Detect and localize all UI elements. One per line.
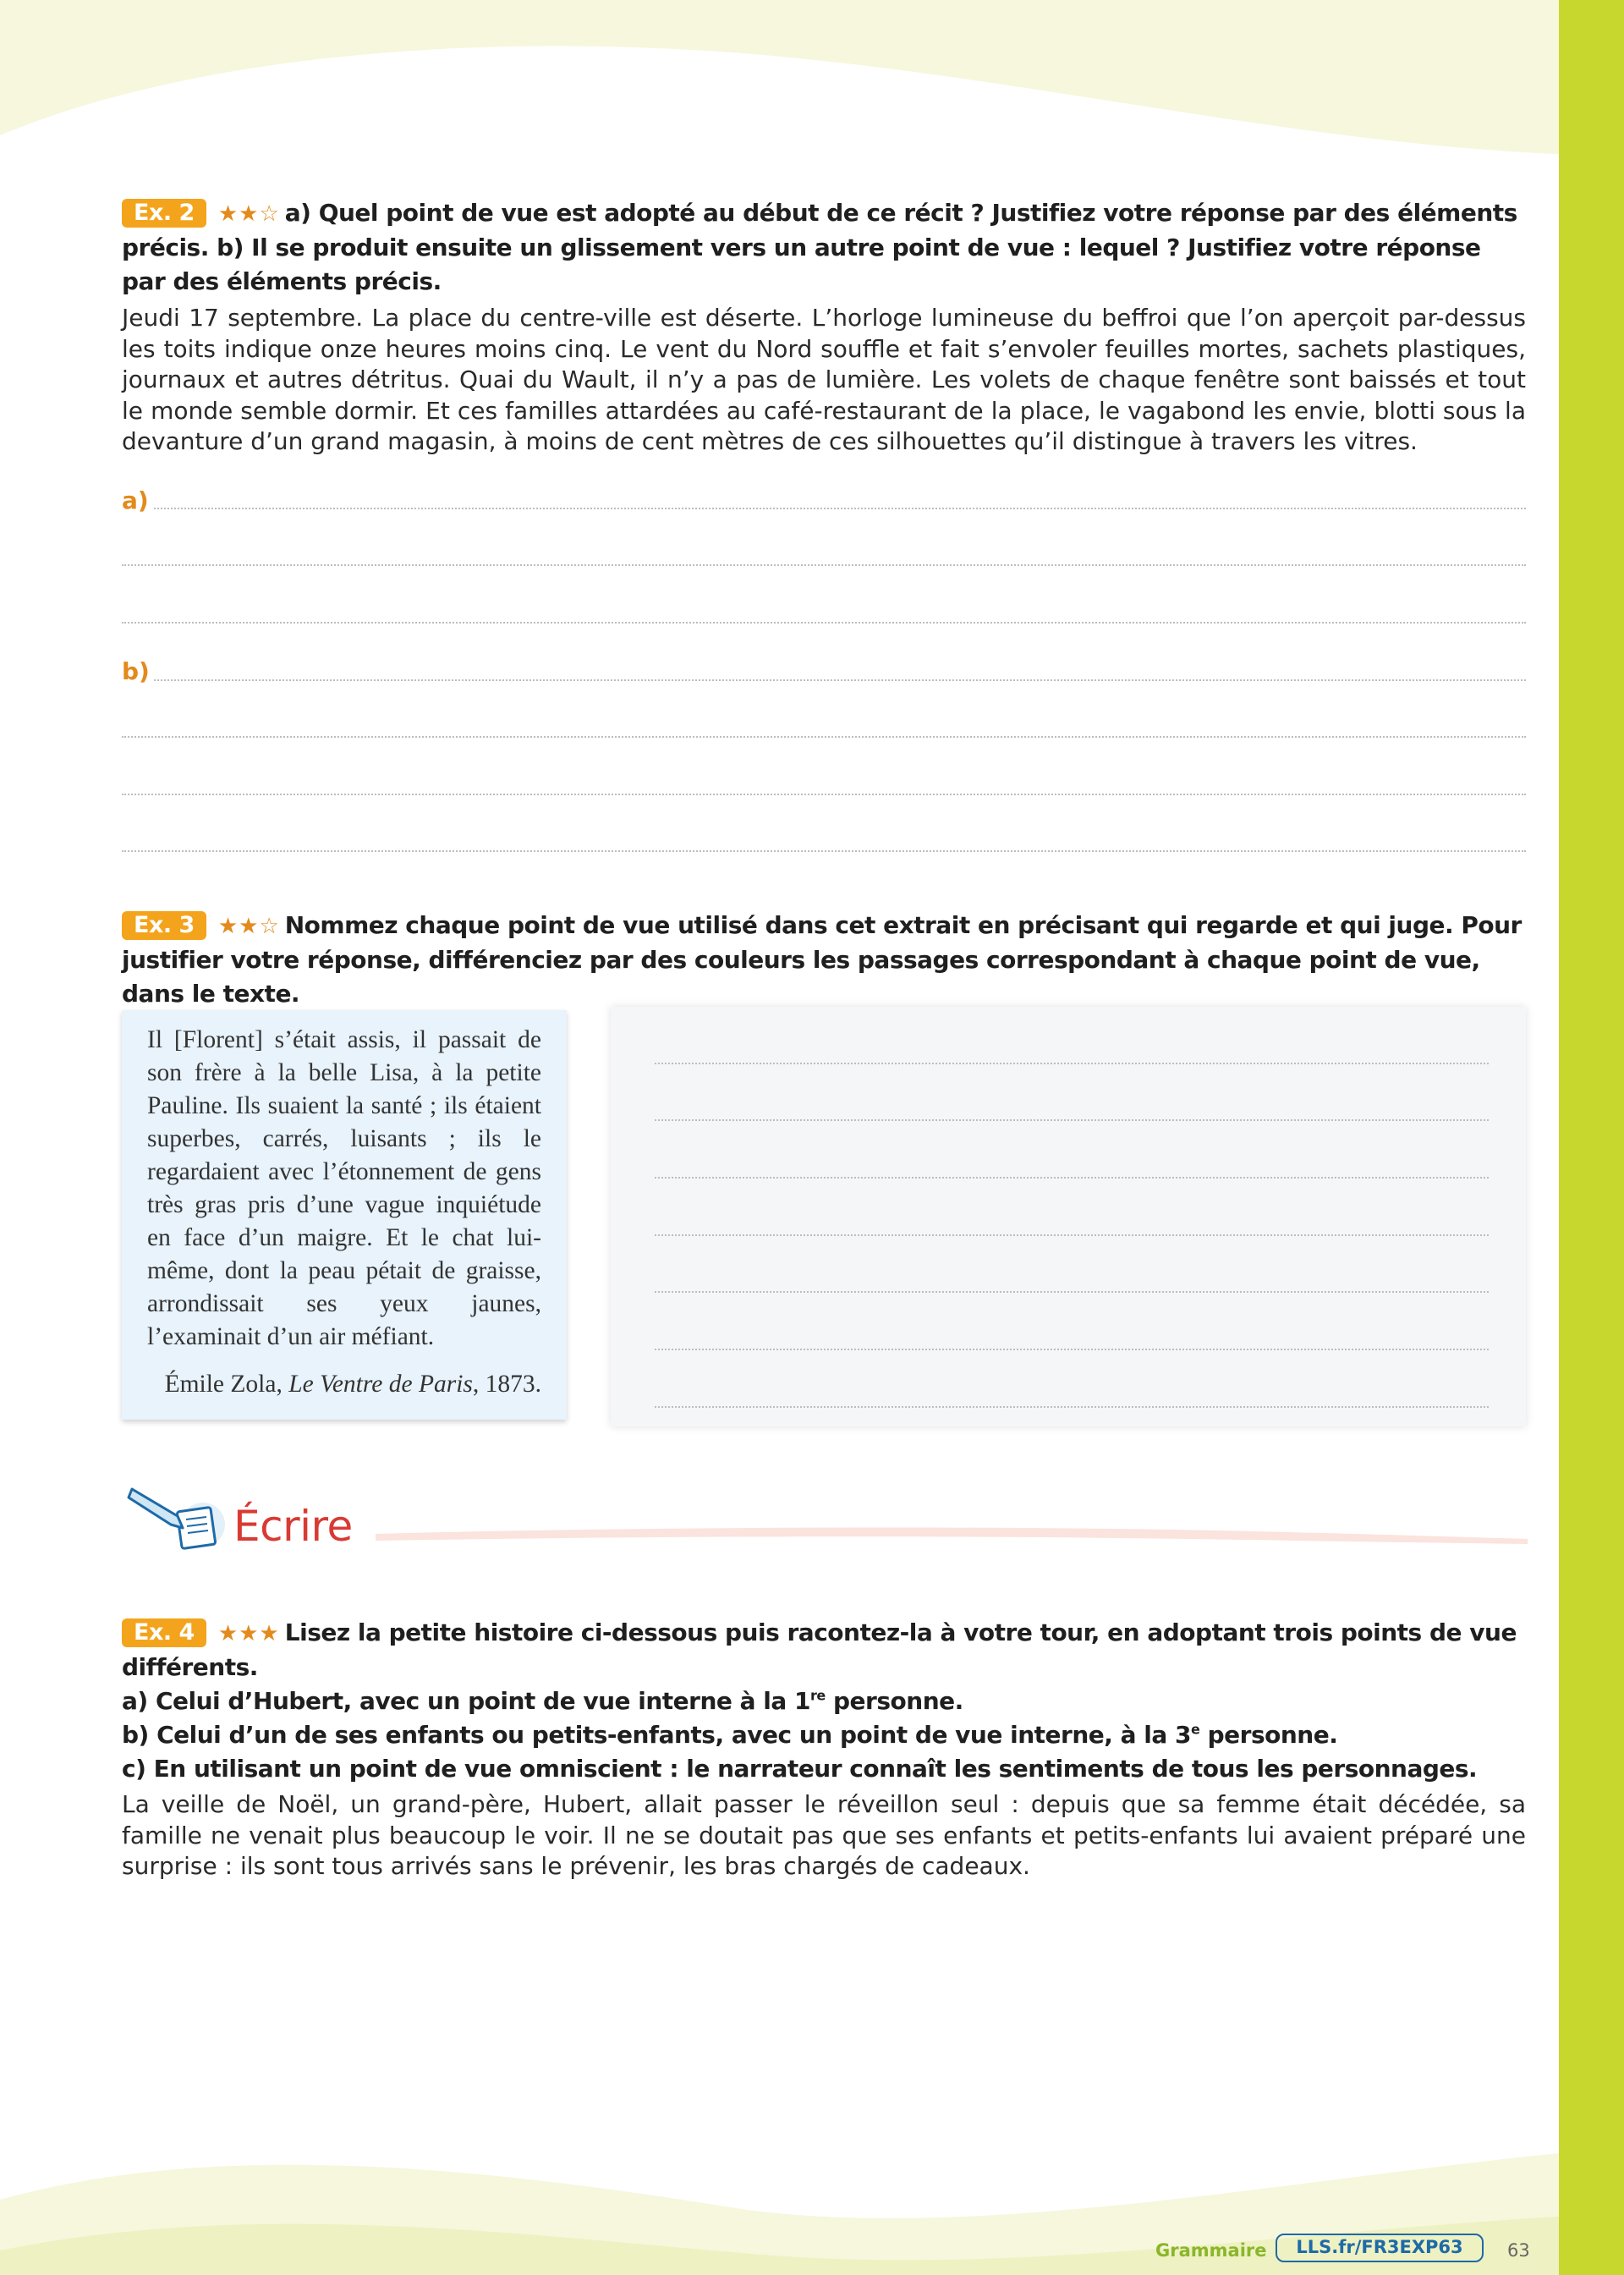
answer-line[interactable] (122, 622, 1526, 624)
difficulty-stars-icon: ★★☆ (217, 914, 280, 939)
answer-line[interactable] (154, 508, 1526, 509)
answer-line[interactable] (655, 1063, 1489, 1064)
answer-line[interactable] (154, 679, 1526, 681)
decorative-brush-stroke (372, 1519, 1531, 1552)
ex4-badge: Ex. 4 (122, 1618, 206, 1647)
page-number: 63 (1507, 2240, 1530, 2261)
ex3-badge: Ex. 3 (122, 911, 206, 940)
ex3-quote: Il [Florent] s’était assis, il passait de son frère à la belle Lisa, à la petite Pauline. Ils suaient la santé ; ils étaient superbes, carrés, luisants ; ils le regardaient avec l’étonnement de gens très gras pris d’une vague inquiétude en face d’un maigre. Et le chat lui-même, dont la peau pétait de graisse, arrondissait ses yeux jaunes, l’examinait d’un air méfiant. (147, 1026, 541, 1350)
answer-line[interactable] (122, 794, 1526, 795)
ex4-item-b: b) Celui d’un de ses enfants ou petits-enfants, avec un point de vue interne, à la 3e personne. (122, 1721, 1338, 1749)
answer-line[interactable] (655, 1406, 1489, 1408)
ex2-heading (122, 196, 1526, 299)
ex2-badge: Ex. 2 (122, 199, 206, 228)
answer-line[interactable] (655, 1119, 1489, 1121)
answer-line[interactable] (122, 564, 1526, 566)
ex4-item-c: c) En utilisant un point de vue omniscient : le narrateur connaît les sentiments de tous les personnages. (122, 1755, 1478, 1783)
writing-notebook-icon (127, 1472, 228, 1557)
answer-line[interactable] (655, 1234, 1489, 1236)
answer-line[interactable] (122, 736, 1526, 738)
footer-link[interactable]: LLS.fr/FR3EXP63 (1276, 2234, 1484, 2262)
ex4-text: La veille de Noël, un grand-père, Hubert, allait passer le réveillon seul : depuis que sa femme était décédée, sa famille ne venait plus beaucoup le voir. Il ne se doutait pas que ses enfants et petits-enfants lui avaient préparé une surprise : ils sont tous arrivés sans le prévenir, les bras chargés de cadeaux. (122, 1790, 1526, 1880)
ecrire-section-title: Écrire (233, 1502, 353, 1551)
side-color-bar (1559, 0, 1624, 2275)
ex4-question: Lisez la petite histoire ci-dessous puis racontez-la à votre tour, en adoptant trois points de vue différents. (122, 1618, 1517, 1681)
ex3-question: Nommez chaque point de vue utilisé dans cet extrait en précisant qui regarde et qui juge. Pour justifier votre réponse, différenciez par des couleurs les passages correspondant à chaque point de vue, dans le texte. (122, 911, 1522, 1008)
difficulty-stars-icon: ★★☆ (217, 201, 280, 227)
ex2-answer-label-a: a) (122, 486, 149, 514)
ex2-text: Jeudi 17 septembre. La place du centre-ville est déserte. L’horloge lumineuse du beffroi que l’on aperçoit par-dessus les toits indique onze heures moins cinq. Le vent du Nord souffle et fait s’envoler feuilles mortes, sachets plastiques, journaux et autres détritus. Quai du Wault, il n’y a pas de lumière. Les volets de chaque fenêtre sont baissés et tout le monde semble dormir. Et ces familles attardées au café-restaurant de la place, le vagabond les envie, blotti sous la devanture d’un grand magasin, à moins de cent mètres de ces silhouettes qu’il distingue à travers les vitres. (122, 304, 1526, 455)
ex4-item-a: a) Celui d’Hubert, avec un point de vue interne à la 1re personne. (122, 1687, 963, 1715)
ex2-answer-label-b: b) (122, 657, 150, 685)
ex2-question: a) Quel point de vue est adopté au début de ce récit ? Justifiez votre réponse par des éléments précis. b) Il se produit ensuite un glissement vers un autre point de vue : lequel ? Justifiez votre réponse par des éléments précis. (122, 199, 1517, 295)
answer-line[interactable] (655, 1349, 1489, 1350)
footer-section: Grammaire (1155, 2240, 1267, 2261)
difficulty-stars-icon: ★★★ (217, 1621, 280, 1646)
ex3-answer-paper[interactable] (611, 1007, 1526, 1426)
ex3-quote-box (122, 1010, 567, 1420)
answer-line[interactable] (655, 1291, 1489, 1293)
answer-line[interactable] (655, 1177, 1489, 1179)
ex3-heading (122, 909, 1526, 1011)
ex4-heading (122, 1616, 1526, 1786)
ex3-source: Émile Zola, Le Ventre de Paris, 1873. (164, 1371, 541, 1398)
answer-line[interactable] (122, 850, 1526, 852)
